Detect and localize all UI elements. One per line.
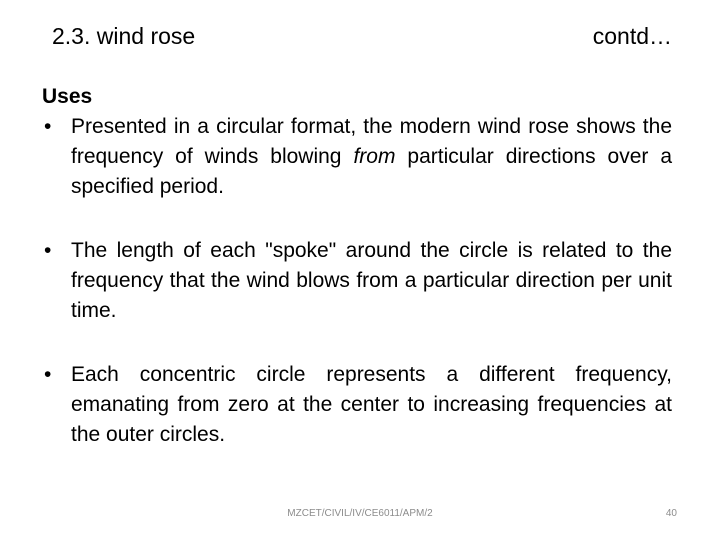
bullet-marker: •: [44, 115, 52, 138]
bullet-text: Each concentric circle represents a different frequency, emanating from zero at the center to increasing frequencies at the outer circles.: [71, 363, 672, 446]
bullet-item: [42, 360, 672, 450]
page-number: 40: [665, 508, 677, 519]
bullet-marker: •: [44, 239, 52, 262]
bullet-item: [42, 236, 672, 326]
slide-title: 2.3. wind rose: [52, 23, 196, 49]
bullet-item: [42, 112, 672, 202]
bullet-text: [71, 115, 672, 198]
bullet-marker: •: [44, 363, 52, 386]
emphasized-word: from: [353, 145, 396, 168]
footer-course-code: MZCET/CIVIL/IV/CE6011/APM/2: [287, 508, 433, 519]
bullet-text-part: Presented in a circular format, the modern wind rose shows the frequency of winds blowing: [71, 115, 672, 168]
continued-label: contd…: [592, 23, 672, 49]
bullet-text: The length of each "spoke" around the circle is related to the frequency that the wind blows from a particular direction per unit time.: [71, 239, 672, 322]
bullet-text-part: particular directions over a specified period.: [71, 145, 672, 198]
section-heading: Uses: [42, 85, 93, 108]
slide-body: [42, 82, 672, 450]
